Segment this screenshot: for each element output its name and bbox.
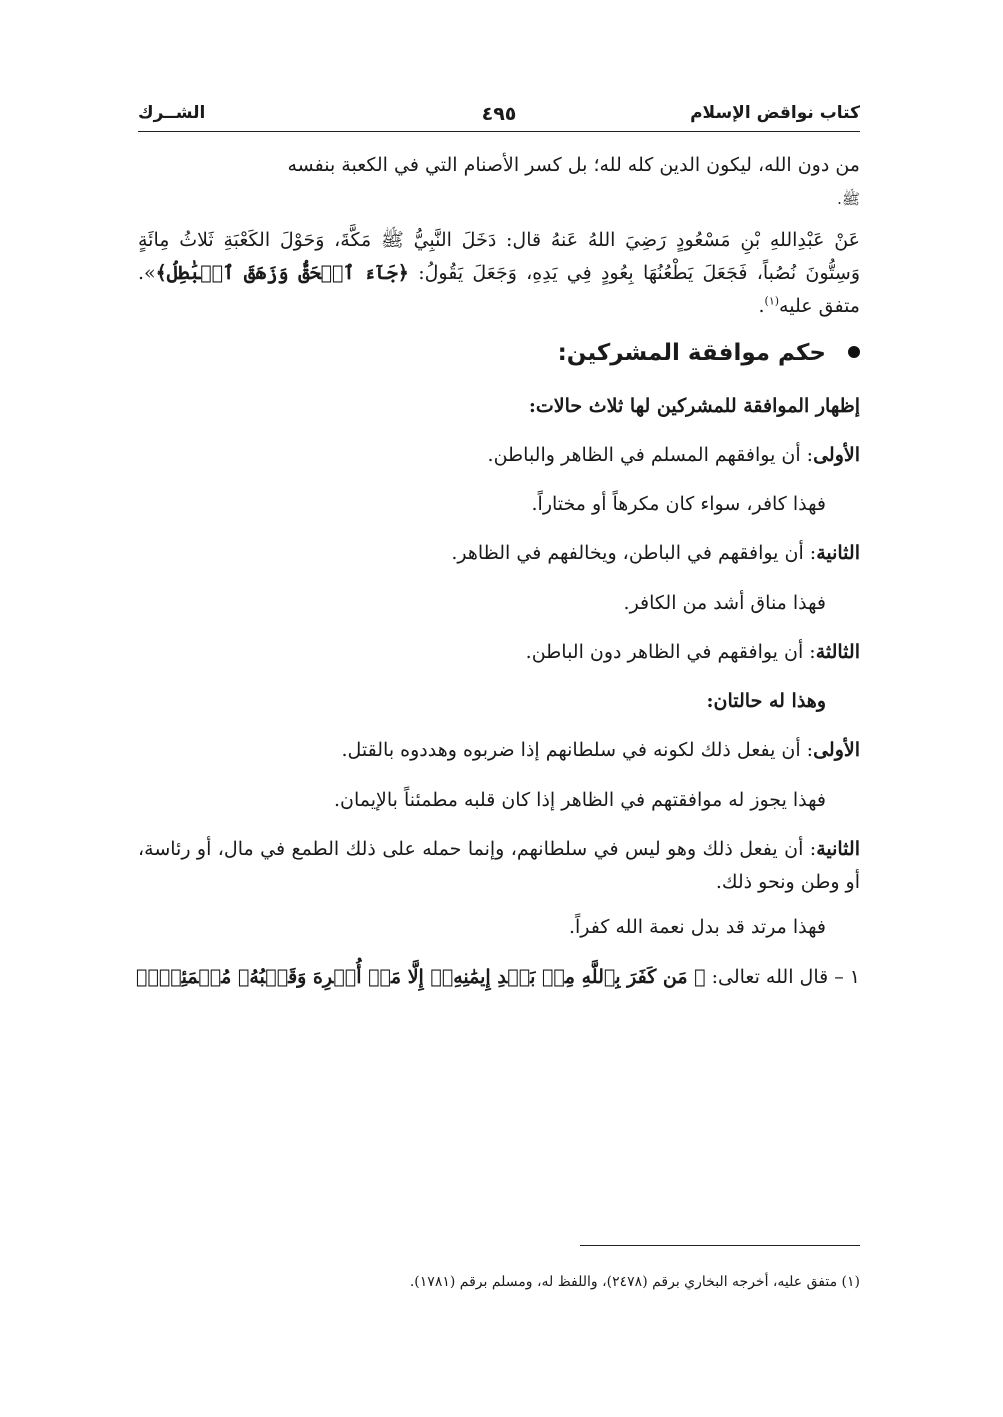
section-subheading: إظهار الموافقة للمشركين لها ثلاث حالات: <box>528 394 860 417</box>
hadith-closing: ». متفق عليه <box>138 261 860 317</box>
page-header <box>138 95 860 132</box>
section-heading <box>138 333 860 373</box>
case-1-text: : أن يوافقهم المسلم في الظاهر والباطن. <box>487 443 814 466</box>
footnote-1: (١) متفق عليه، أخرجه البخاري برقم (٢٤٧٨)، واللفظ له، ومسلم برقم (١٧٨١). <box>409 1274 860 1290</box>
subcase-1-ruling: فهذا يجوز له موافقتهم في الظاهر إذا كان قلبه مطمئناً بالإيمان. <box>333 788 826 811</box>
subcase-1 <box>138 734 860 767</box>
hadith-quran-quote: ﴿جَآءَ ٱلۡحَقُّ وَزَهَقَ ٱلۡبَٰطِلُ﴾ <box>155 261 409 284</box>
subcase-2-label: الثانية <box>816 837 860 860</box>
hadith-end: . <box>758 295 765 317</box>
bullet-icon <box>848 346 860 358</box>
case-3-subintro: وهذا له حالتان: <box>706 690 826 712</box>
case-2-ruling: فهذا مناق أشد من الكافر. <box>623 591 826 614</box>
case-2-label: الثانية <box>816 542 860 565</box>
subcase-2-ruling: فهذا مرتد قد بدل نعمة الله كفراً. <box>568 916 826 939</box>
subcase-1-label: الأولى <box>813 739 860 762</box>
evidence-quran: ﴿ مَن كَفَرَ بِٱللَّهِ مِنۢ بَعۡدِ إِيمَٰنِهِۦٓ إِلَّا مَنۡ أُكۡرِهَ وَقَلۡبُهُۥ مُطۡمَئِنُّۢ <box>136 965 706 988</box>
case-1-label: الأولى <box>813 443 860 466</box>
case-3-text: : أن يوافقهم في الظاهر دون الباطن. <box>525 640 816 663</box>
case-3 <box>138 636 860 669</box>
subcase-1-text: : أن يفعل ذلك لكونه في سلطانهم إذا ضربوه وهددوه بالقتل. <box>341 739 814 762</box>
case-2-text: : أن يوافقهم في الباطن، ويخالفهم في الظاهر. <box>451 542 817 565</box>
case-1-ruling: فهذا كافر، سواء كان مكرهاً أو مختاراً. <box>531 493 826 515</box>
section-heading-text: حكم موافقة المشركين: <box>557 340 826 367</box>
book-page <box>138 95 860 1325</box>
footnotes <box>138 1245 860 1290</box>
page-number: ٤٩٥ <box>481 103 517 125</box>
case-1 <box>138 439 860 472</box>
case-2 <box>138 537 860 570</box>
intro-text: من دون الله، ليكون الدين كله لله؛ بل كسر الأصنام التي في الكعبة بنفسه <box>287 154 860 176</box>
page-body <box>138 149 860 1010</box>
salla-glyph: ﷺ. <box>837 190 860 209</box>
intro-paragraph <box>138 149 860 216</box>
chapter-title: الشــرك <box>138 103 206 123</box>
footnote-ref-1[interactable]: (١) <box>764 294 780 308</box>
hadith-text: عَنْ عَبْدِاللهِ بْنِ مَسْعُودٍ رَضِيَ اللهُ عَنهُ قال: دَخَلَ النَّبِيُّ ﷺ مَكَّةَ، وَحَوْلَ الكَعْبَةِ ثَلاثُ مِائَةٍ وَسِتُّونَ نُصُباً، فَجَعَلَ يَطْعُنُهَا بِعُودٍ فِي يَدِهِ، وَجَعَلَ يَقُولُ: <box>138 228 861 284</box>
subcase-2-text: : أن يفعل ذلك وهو ليس في سلطانهم، وإنما حمله على ذلك الطمع في مال، أو رئاسة، أو وطن ونحو ذلك. <box>138 837 860 893</box>
footnote-divider <box>580 1245 860 1246</box>
subcase-2 <box>138 833 860 900</box>
hadith-paragraph <box>138 224 860 324</box>
book-title: كتاب نواقض الإسلام <box>690 103 860 123</box>
case-3-label: الثالثة <box>815 640 860 663</box>
evidence-prefix: ١ – قال الله تعالى: <box>705 965 860 988</box>
evidence-1 <box>138 961 860 994</box>
